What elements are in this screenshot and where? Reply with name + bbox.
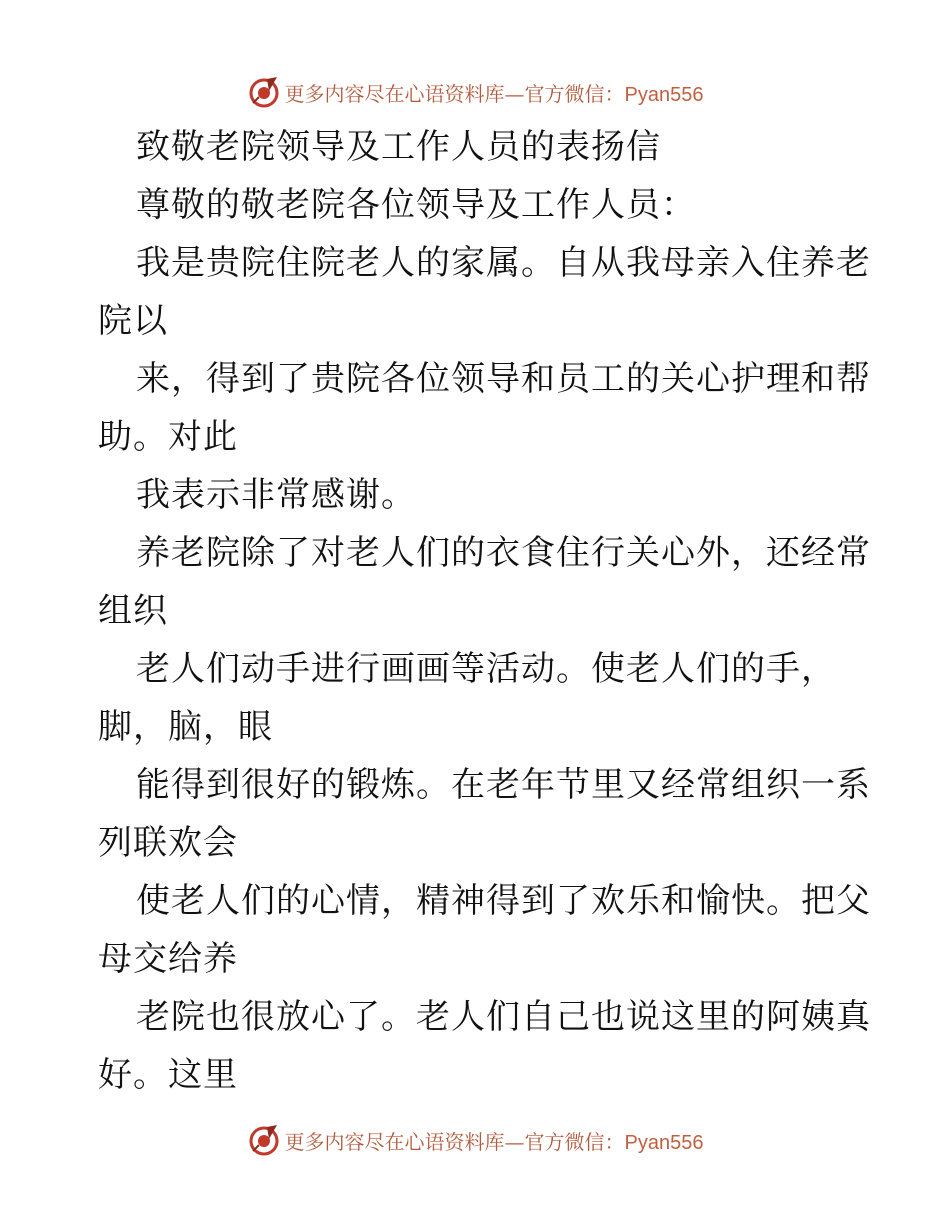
text-line: 母交给养	[98, 939, 238, 979]
text-line: 老院也很放心了。老人们自己也说这里的阿姨真	[136, 997, 871, 1037]
text-line: 好。这里	[98, 1055, 238, 1095]
text-line: 使老人们的心情，精神得到了欢乐和愉快。把父	[136, 881, 871, 921]
text-line: 组织	[98, 591, 168, 631]
text-line: 养老院除了对老人们的衣食住行关心外，还经常	[136, 533, 871, 573]
footer-banner	[0, 1118, 950, 1162]
banner-text: 更多内容尽在心语资料库—官方微信：Pyan556	[284, 81, 704, 106]
text-line: 老人们动手进行画画等活动。使老人们的手，	[136, 649, 836, 689]
text-line: 来，得到了贵院各位领导和员工的关心护理和帮	[136, 359, 871, 399]
text-line: 我是贵院住院老人的家属。自从我母亲入住养老	[136, 243, 871, 283]
text-line: 我表示非常感谢。	[136, 475, 416, 515]
header-banner	[0, 70, 950, 114]
banner-text: 更多内容尽在心语资料库—官方微信：Pyan556	[284, 1129, 704, 1154]
text-line: 能得到很好的锻炼。在老年节里又经常组织一系	[136, 765, 871, 805]
text-line: 尊敬的敬老院各位领导及工作人员：	[136, 185, 696, 225]
text-line: 脚，脑，眼	[98, 707, 273, 747]
text-line: 列联欢会	[98, 823, 238, 863]
text-line: 助。对此	[98, 417, 238, 457]
letter-title: 致敬老院领导及工作人员的表扬信	[136, 127, 661, 167]
letter-body	[98, 118, 871, 1104]
quill-logo-icon	[247, 75, 281, 109]
quill-logo-icon	[247, 1123, 281, 1157]
text-line: 院以	[98, 301, 168, 341]
